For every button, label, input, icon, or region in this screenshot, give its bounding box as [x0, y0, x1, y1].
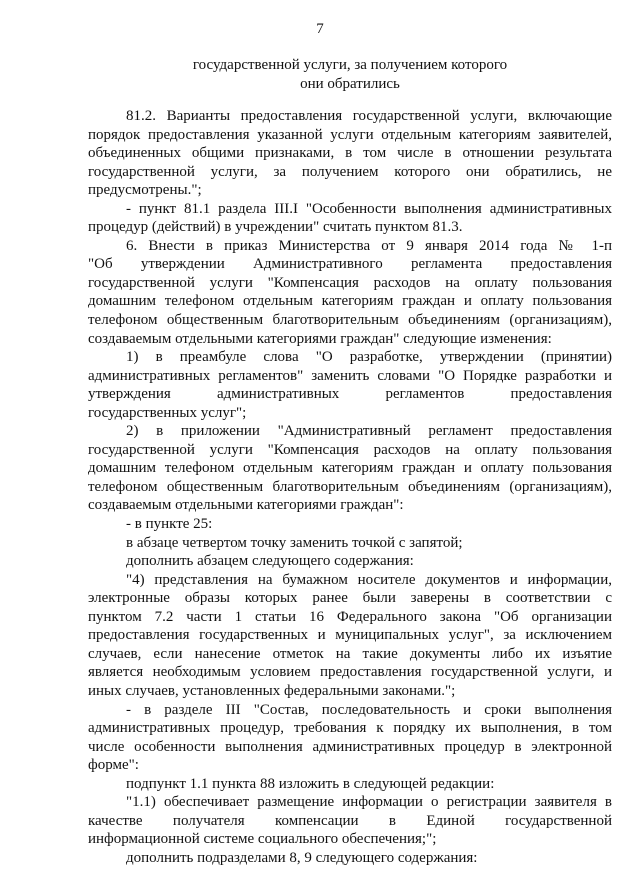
- paragraph-line: порядок предоставления указанной услуги отдельным категориям заявителей,: [88, 126, 612, 143]
- heading-line: они обратились: [300, 75, 400, 92]
- page-number: 7: [316, 21, 324, 37]
- paragraph-line: административных регламентов" заменить словами "О Порядке разработки и: [88, 367, 612, 384]
- paragraph-line: государственных услуг";: [88, 404, 247, 421]
- paragraph-line: является необходимым условием предоставления государственной услуги, и: [88, 664, 612, 681]
- paragraph: [88, 534, 612, 553]
- paragraph: [88, 422, 612, 515]
- paragraph-line: качестве получателя компенсации в Единой государственной: [88, 812, 612, 829]
- paragraph: [88, 200, 612, 237]
- paragraph-line: "1.1) обеспечивает размещение информации о регистрации заявителя в: [126, 794, 612, 811]
- paragraph-line: государственной услуги "Компенсация расходов на оплату пользования: [88, 441, 612, 458]
- paragraph: [88, 107, 612, 200]
- paragraph-line: 6. Внести в приказ Министерства от 9 января 2014 года № 1-п: [126, 237, 612, 254]
- paragraph-line: телефоном общественным благотворительным объединениям (организациям),: [88, 312, 612, 329]
- paragraph-line: административных процедур, требования к порядку их выполнения, в том: [88, 720, 612, 737]
- paragraph: [88, 552, 612, 571]
- paragraph: [88, 571, 612, 701]
- paragraph-line: дополнить подразделами 8, 9 следующего содержания:: [126, 849, 478, 866]
- section-heading: [88, 56, 612, 93]
- paragraph-line: случаев, если нанесение отметок на такие документы либо их изъятие: [88, 645, 612, 662]
- paragraph-line: информационной системе социального обеспечения;";: [88, 831, 437, 848]
- paragraph: [88, 775, 612, 794]
- paragraph-line: - пункт 81.1 раздела III.I "Особенности выполнения административных: [126, 200, 612, 217]
- paragraph-line: предоставления государственных и муниципальных услуг", за исключением: [88, 627, 612, 644]
- paragraph-line: в абзаце четвертом точку заменить точкой с запятой;: [126, 534, 463, 551]
- paragraph-line: телефоном общественным благотворительным объединениям (организациям),: [88, 478, 612, 495]
- paragraph-line: подпункт 1.1 пункта 88 изложить в следующей редакции:: [126, 775, 495, 792]
- paragraph: [88, 793, 612, 849]
- paragraph-line: - в разделе III "Состав, последовательность и сроки выполнения: [126, 701, 612, 718]
- paragraph-line: - в пункте 25:: [126, 516, 213, 533]
- paragraph-line: домашним телефоном отдельным категориям граждан и оплату пользования: [88, 460, 612, 477]
- paragraph-line: электронные образы которых ранее были заверены в соответствии с: [88, 590, 612, 607]
- paragraph-line: дополнить абзацем следующего содержания:: [126, 553, 414, 570]
- paragraph: [88, 849, 612, 868]
- paragraph-line: утверждения административных регламентов предоставления: [88, 386, 612, 403]
- heading-line: государственной услуги, за получением которого: [192, 57, 508, 73]
- document-body: [88, 107, 612, 867]
- paragraph-line: 2) в приложении "Административный регламент предоставления: [126, 423, 612, 440]
- paragraph: [88, 701, 612, 775]
- paragraph-line: форме":: [88, 757, 139, 774]
- paragraph-line: государственной услуги "Компенсация расходов на оплату пользования: [88, 274, 612, 291]
- paragraph: [88, 348, 612, 422]
- paragraph-line: домашним телефоном отдельным категориям граждан и оплату пользования: [88, 293, 612, 310]
- paragraph: [88, 237, 612, 348]
- paragraph-line: 1) в преамбуле слова "О разработке, утверждении (принятии): [126, 349, 612, 366]
- paragraph-line: создаваемым отдельными категориями граждан":: [88, 497, 404, 514]
- paragraph-line: пунктом 7.2 части 1 статьи 16 Федерального закона "Об организации: [88, 608, 612, 625]
- paragraph-line: иных случаев, установленных федеральными законами.";: [88, 682, 456, 699]
- paragraph-line: числе особенности выполнения административных процедур в электронной: [88, 738, 612, 755]
- paragraph-line: создаваемым отдельными категориями граждан" следующие изменения:: [88, 330, 552, 347]
- paragraph-line: объединенных общими признаками, в том числе в отношении результата: [88, 145, 612, 162]
- paragraph-line: процедур (действий) в учреждении" считать пунктом 81.3.: [88, 219, 463, 236]
- paragraph-line: "Об утверждении Административного регламента предоставления: [88, 256, 612, 273]
- paragraph-line: предусмотрены.";: [88, 182, 202, 199]
- paragraph-line: 81.2. Варианты предоставления государственной услуги, включающие: [126, 108, 612, 124]
- paragraph-line: государственной услуги, за получением которого они обратились, не: [88, 163, 612, 180]
- paragraph: [88, 515, 612, 534]
- paragraph-line: "4) представления на бумажном носителе документов и информации,: [126, 571, 612, 588]
